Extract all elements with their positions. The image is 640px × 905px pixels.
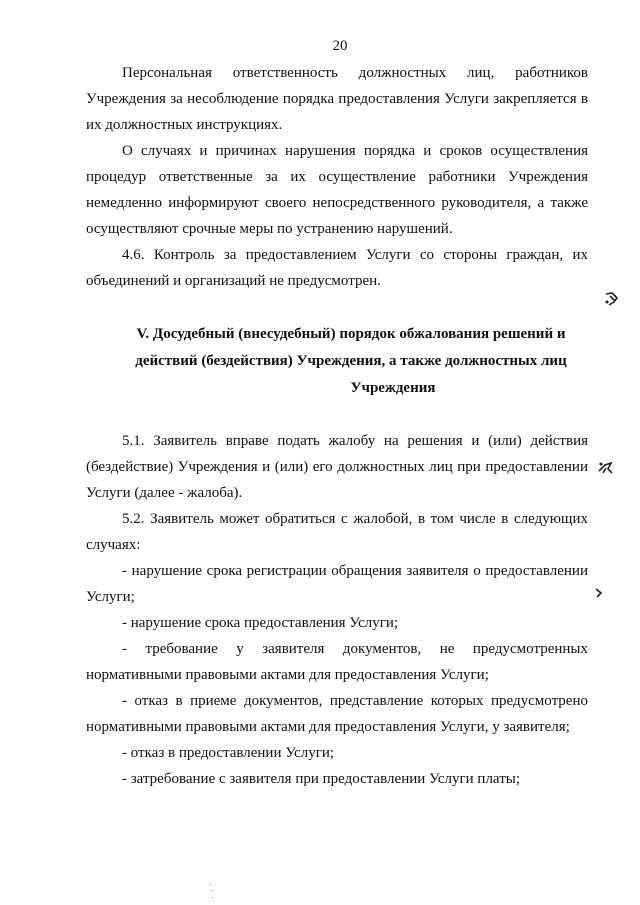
paragraph-responsibility: Персональная ответственность должностных лиц, работников Учреждения за несоблюдение порядка предоставления Услуги закрепляется в их должностных инструкциях. bbox=[86, 65, 588, 133]
scan-mark-icon bbox=[603, 290, 621, 308]
scan-speck bbox=[212, 897, 213, 898]
list-item-refusal-service: - отказ в предоставлении Услуги; bbox=[122, 745, 335, 761]
page-number: 20 bbox=[332, 38, 348, 54]
body-text-upper bbox=[86, 60, 588, 294]
paragraph-control: 4.6. Контроль за предоставлением Услуги со стороны граждан, их объединений и организаций не предусмотрен. bbox=[86, 247, 588, 289]
scan-speck bbox=[210, 884, 211, 885]
list-item-registration-term: - нарушение срока регистрации обращения заявителя о предоставлении Услуги; bbox=[86, 563, 588, 605]
scan-mark-icon bbox=[597, 459, 615, 477]
list-item-refusal-documents: - отказ в приеме документов, представление которых предусмотрено нормативными правовыми актами для предоставления Услуги, у заявителя; bbox=[86, 693, 588, 735]
paragraph-5-1: 5.1. Заявитель вправе подать жалобу на решения и (или) действия (бездействие) Учреждения и (или) его должностных лиц при предоставлении Услуги (далее - жалоба). bbox=[86, 433, 588, 501]
scan-speck bbox=[211, 890, 212, 891]
list-item-document-requirement: - требование у заявителя документов, не предусмотренных нормативными правовыми актами для предоставления Услуги; bbox=[86, 641, 588, 683]
paragraph-violations: О случаях и причинах нарушения порядка и сроков осуществления процедур ответственные за их осуществление работники Учреждения немедленно информируют своего непосредственного руководителя, а также осуществляют срочные меры по устранению нарушений. bbox=[86, 143, 588, 237]
scan-mark-icon bbox=[593, 586, 607, 600]
section-heading-line-1: V. Досудебный (внесудебный) порядок обжалования решений и bbox=[136, 326, 566, 342]
body-text-lower bbox=[86, 428, 588, 792]
paragraph-5-2: 5.2. Заявитель может обратиться с жалобой, в том числе в следующих случаях: bbox=[86, 511, 588, 553]
section-heading-line-3: Учреждения bbox=[350, 380, 436, 396]
section-heading bbox=[110, 321, 592, 402]
list-item-service-term: - нарушение срока предоставления Услуги; bbox=[122, 615, 399, 631]
section-heading-line-2: действий (бездействия) Учреждения, а также должностных лиц bbox=[135, 353, 567, 369]
list-item-fee-demand: - затребование с заявителя при предоставлении Услуги платы; bbox=[122, 771, 521, 787]
